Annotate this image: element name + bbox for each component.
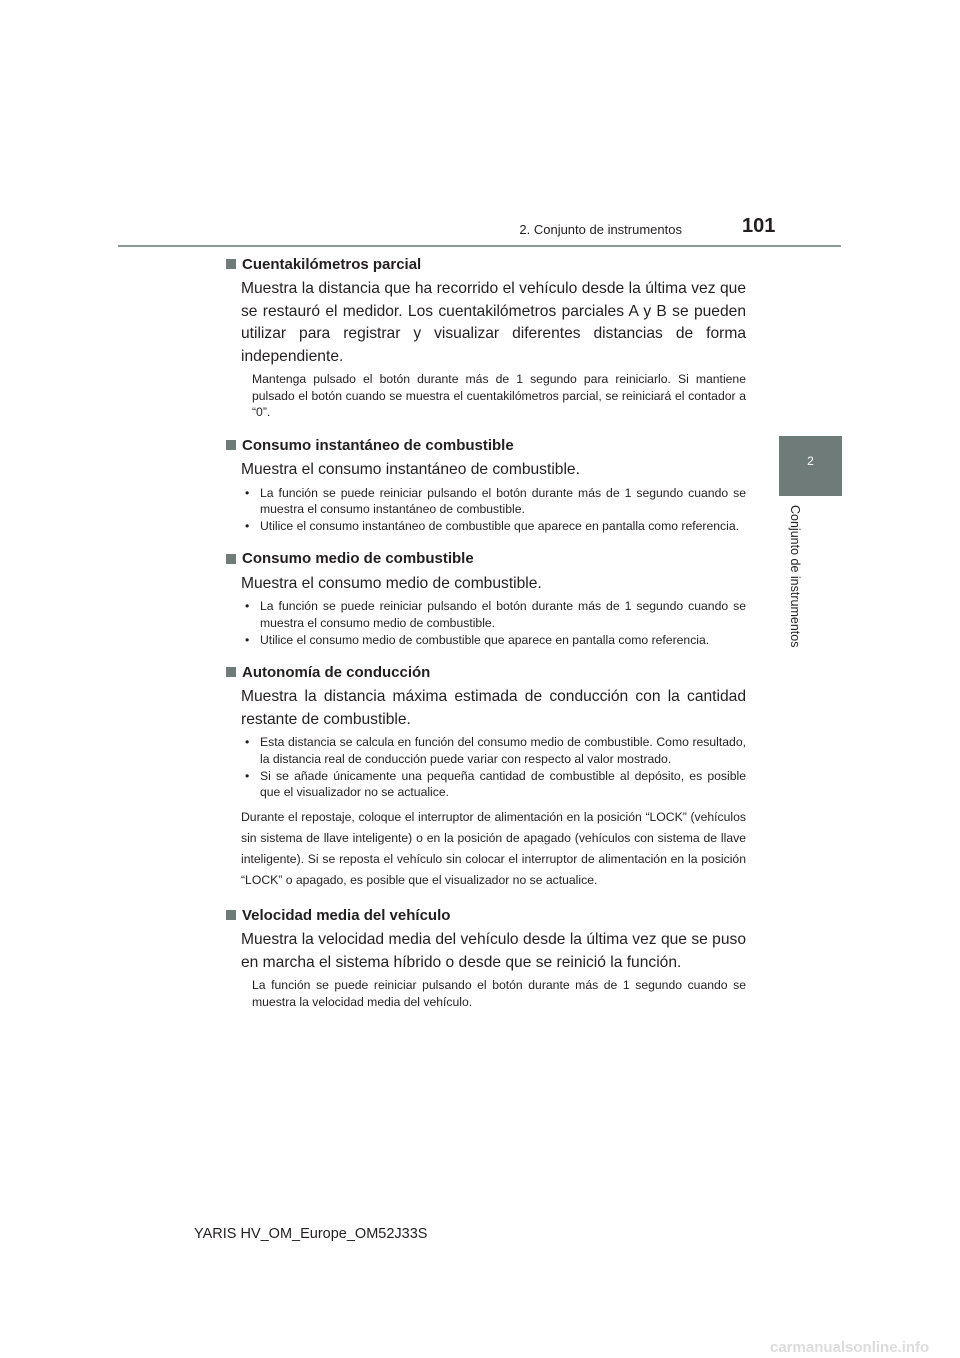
section-average-fuel [226,549,746,649]
list-item: • La función se puede reiniciar pulsando el botón durante más de 1 segundo cuando se muestra el consumo medio de combustible. [245,599,746,630]
list-item: • Esta distancia se calcula en función del consumo medio de combustible. Como resultado, la distancia real de conducción puede variar con respecto al valor mostrado. [245,735,746,767]
section-heading-text: Consumo instantáneo de combustible [242,436,514,454]
section-heading [226,549,746,569]
chapter-tab [779,436,842,496]
bullet-dot-icon: • [245,485,250,500]
square-bullet-icon [226,440,236,450]
section-heading [226,435,746,455]
bullet-dot-icon: • [245,632,250,647]
list-item: • Utilice el consumo medio de combustible que aparece en pantalla como referencia. [245,632,710,647]
section-trip-meter [226,254,746,421]
section-body: Muestra la velocidad media del vehículo desde la última vez que se puso en marcha el sistema híbrido o desde que se reinició la función. [241,931,746,971]
header-divider [118,245,841,247]
running-header-section-title: 2. Conjunto de instrumentos [519,222,682,237]
section-body: Muestra el consumo instantáneo de combustible. [241,461,580,479]
section-body: Muestra la distancia que ha recorrido el vehículo desde la última vez que se restauró el medidor. Los cuentakilómetros parciales A y B se pueden utilizar para registrar y visualizar diferentes distancias de forma independiente. [241,280,746,365]
section-note: La función se puede reiniciar pulsando el botón durante más de 1 segundo cuando se muestra la velocidad media del vehículo. [252,978,746,1009]
bullet-dot-icon: • [245,768,250,783]
section-note: Mantenga pulsado el botón durante más de 1 segundo para reiniciarlo. Si mantiene pulsado el botón cuando se muestra el cuentakilómetros parcial, se reiniciará el contador a “0”. [252,372,746,420]
list-item: • La función se puede reiniciar pulsando el botón durante más de 1 segundo cuando se muestra el consumo instantáneo de combustible. [245,485,746,517]
page-number: 101 [742,215,776,237]
watermark: carmanualsonline.info [770,1339,930,1356]
section-body: Muestra la distancia máxima estimada de conducción con la cantidad restante de combustible. [241,688,746,728]
square-bullet-icon [226,554,236,564]
section-heading-text: Velocidad media del vehículo [242,906,451,924]
bullet-list [241,598,746,648]
section-heading-text: Consumo medio de combustible [242,550,474,568]
bullet-list [241,734,746,801]
section-body: Muestra el consumo medio de combustible. [241,574,542,592]
list-item: • Si se añade únicamente una pequeña cantidad de combustible al depósito, es posible que el visualizador no se actualice. [245,768,746,800]
chapter-side-label [786,505,806,705]
document-code: YARIS HV_OM_Europe_OM52J33S [194,1226,428,1242]
chapter-side-label-text: Conjunto de instrumentos [788,505,802,648]
bullet-dot-icon: • [245,735,250,750]
chapter-tab-number: 2 [807,454,814,468]
bullet-dot-icon: • [245,599,250,614]
section-driving-range [226,662,746,891]
section-heading-text: Cuentakilómetros parcial [242,255,422,273]
square-bullet-icon [226,667,236,677]
square-bullet-icon [226,910,236,920]
section-average-speed [226,905,746,1010]
page-content [226,254,746,1025]
section-heading [226,254,746,274]
bullet-dot-icon: • [245,519,250,534]
list-item: • Utilice el consumo instantáneo de combustible que aparece en pantalla como referencia. [245,519,739,534]
section-extra-note: Durante el repostaje, coloque el interruptor de alimentación en la posición “LOCK” (vehículos sin sistema de llave inteligente) o en la posición de apagado (vehículos con sistema de llave inteligente). Si se reposta el vehículo sin colocar el interruptor de alimentación en la posición “LOCK” o apagado, es posible que el visualizador no se actualice. [241,810,746,888]
section-heading [226,662,746,682]
section-heading-text: Autonomía de conducción [242,663,431,681]
section-instant-fuel [226,435,746,535]
section-heading [226,905,746,925]
square-bullet-icon [226,259,236,269]
bullet-list [241,485,746,535]
